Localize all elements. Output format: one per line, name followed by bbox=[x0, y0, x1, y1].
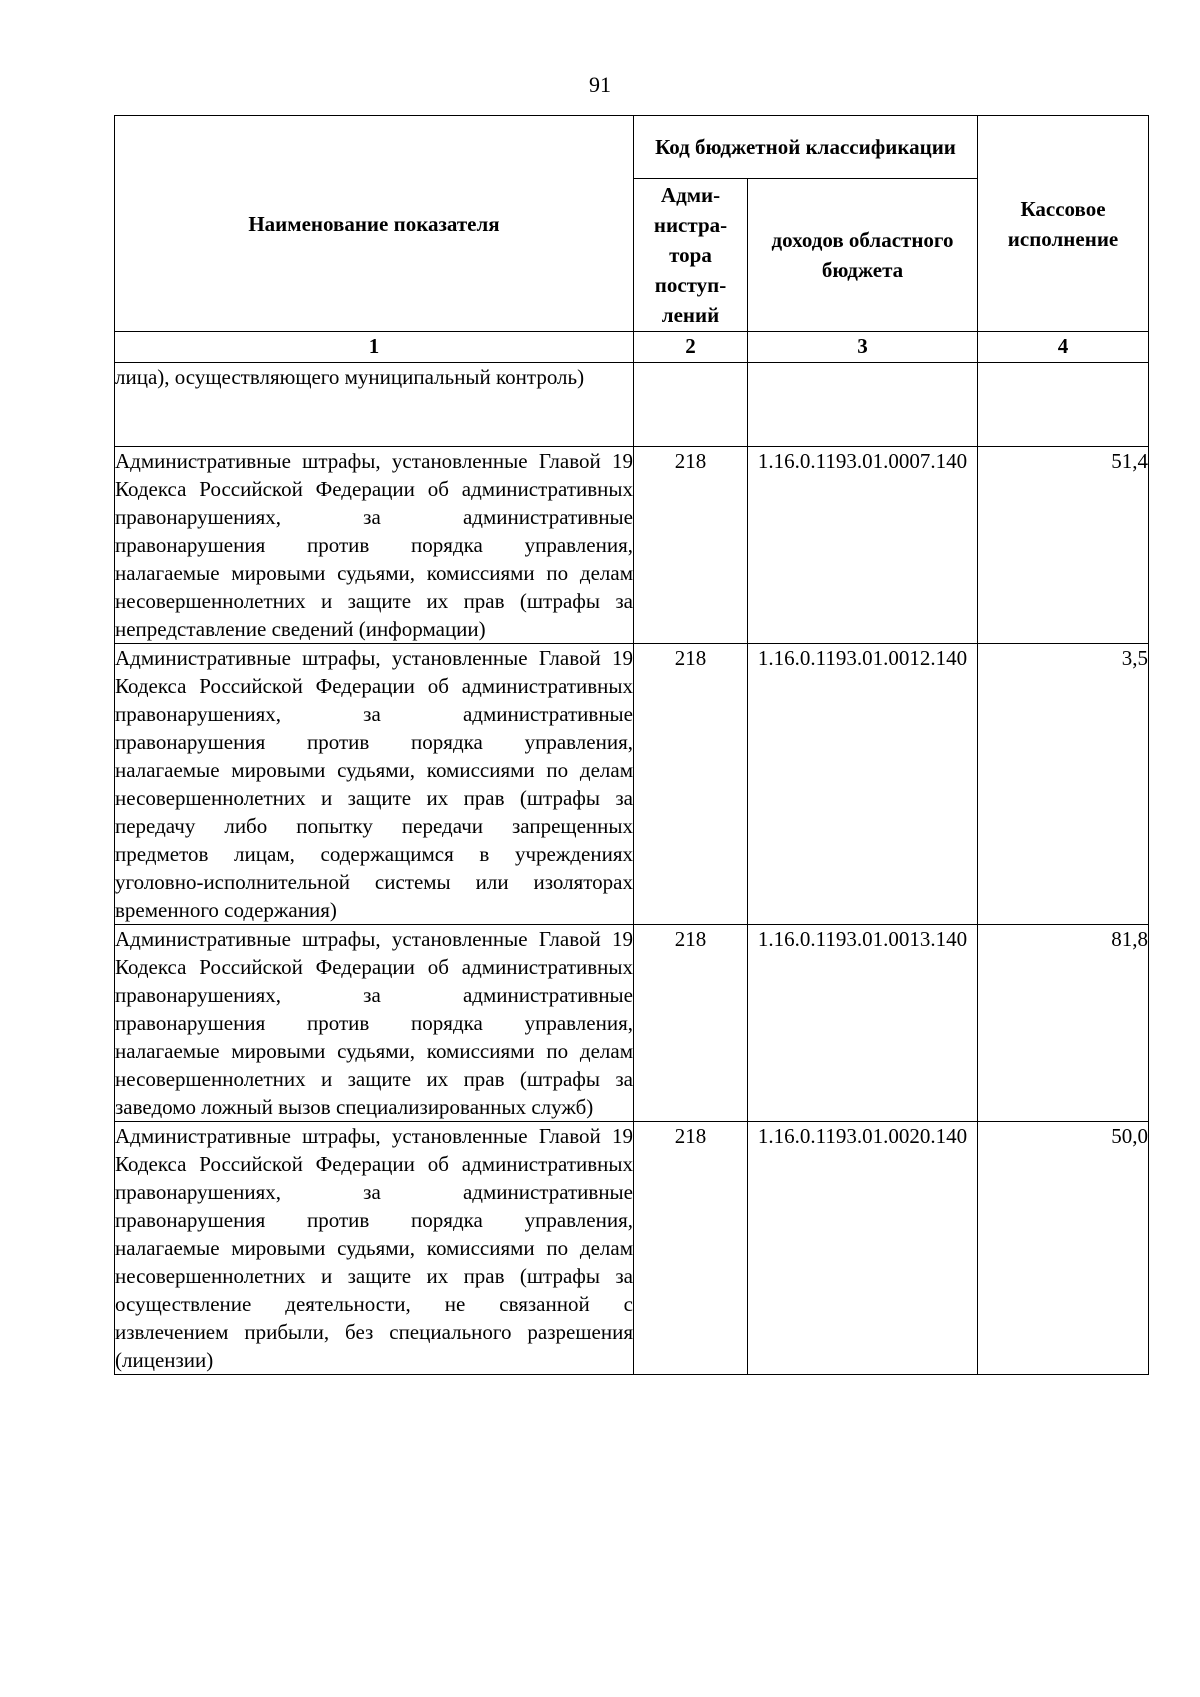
row-admin-code: 218 bbox=[634, 644, 748, 925]
column-number: 4 bbox=[978, 332, 1149, 363]
header-name: Наименование показателя bbox=[115, 116, 634, 332]
column-number: 3 bbox=[748, 332, 978, 363]
header-cash-execution: Кассовое исполнение bbox=[978, 116, 1149, 332]
table-row bbox=[115, 1122, 1149, 1375]
table-row bbox=[115, 363, 1149, 447]
row-income-code: 1.16.0.1193.01.0007.140 bbox=[748, 447, 978, 644]
row-income-code: 1.16.0.1193.01.0013.140 bbox=[748, 925, 978, 1122]
row-admin-code: 218 bbox=[634, 925, 748, 1122]
column-number: 1 bbox=[115, 332, 634, 363]
header-row-top bbox=[115, 116, 1149, 179]
row-name: лица), осуществляющего муниципальный контроль) bbox=[115, 363, 634, 447]
table-row bbox=[115, 925, 1149, 1122]
row-cash-value: 3,5 bbox=[978, 644, 1149, 925]
row-name: Административные штрафы, установленные Главой 19 Кодекса Российской Федерации об административных правонарушениях, за административные правонарушения против порядка управления, налагаемые мировыми судьями, комиссиями по делам несовершеннолетних и защите их прав (штрафы за заведомо ложный вызов специализированных служб) bbox=[115, 925, 634, 1122]
row-income-code: 1.16.0.1193.01.0012.140 bbox=[748, 644, 978, 925]
row-name: Административные штрафы, установленные Главой 19 Кодекса Российской Федерации об административных правонарушениях, за административные правонарушения против порядка управления, налагаемые мировыми судьями, комиссиями по делам несовершеннолетних и защите их прав (штрафы за непредставление сведений (информации) bbox=[115, 447, 634, 644]
budget-table bbox=[114, 115, 1149, 1375]
row-cash-value: 50,0 bbox=[978, 1122, 1149, 1375]
row-cash-value bbox=[978, 363, 1149, 447]
row-name: Административные штрафы, установленные Главой 19 Кодекса Российской Федерации об административных правонарушениях, за административные правонарушения против порядка управления, налагаемые мировыми судьями, комиссиями по делам несовершеннолетних и защите их прав (штрафы за передачу либо попытку передачи запрещенных предметов лицам, содержащимся в учреждениях уголовно-исполнительной системы или изоляторах временного содержания) bbox=[115, 644, 634, 925]
row-admin-code bbox=[634, 363, 748, 447]
table-row bbox=[115, 644, 1149, 925]
row-admin-code: 218 bbox=[634, 447, 748, 644]
row-income-code bbox=[748, 363, 978, 447]
header-classification-code: Код бюджетной классификации bbox=[634, 116, 978, 179]
row-name: Административные штрафы, установленные Главой 19 Кодекса Российской Федерации об административных правонарушениях, за административные правонарушения против порядка управления, налагаемые мировыми судьями, комиссиями по делам несовершеннолетних и защите их прав (штрафы за осуществление деятельности, не связанной с извлечением прибыли, без специального разрешения (лицензии) bbox=[115, 1122, 634, 1375]
header-income: доходов областного бюджета bbox=[748, 179, 978, 332]
table-row bbox=[115, 447, 1149, 644]
column-number-row bbox=[115, 332, 1149, 363]
row-admin-code: 218 bbox=[634, 1122, 748, 1375]
row-income-code: 1.16.0.1193.01.0020.140 bbox=[748, 1122, 978, 1375]
page-number: 91 bbox=[589, 72, 611, 97]
row-cash-value: 81,8 bbox=[978, 925, 1149, 1122]
header-admin: Адми-нистра-тора поступ-лений bbox=[634, 179, 748, 332]
column-number: 2 bbox=[634, 332, 748, 363]
row-cash-value: 51,4 bbox=[978, 447, 1149, 644]
